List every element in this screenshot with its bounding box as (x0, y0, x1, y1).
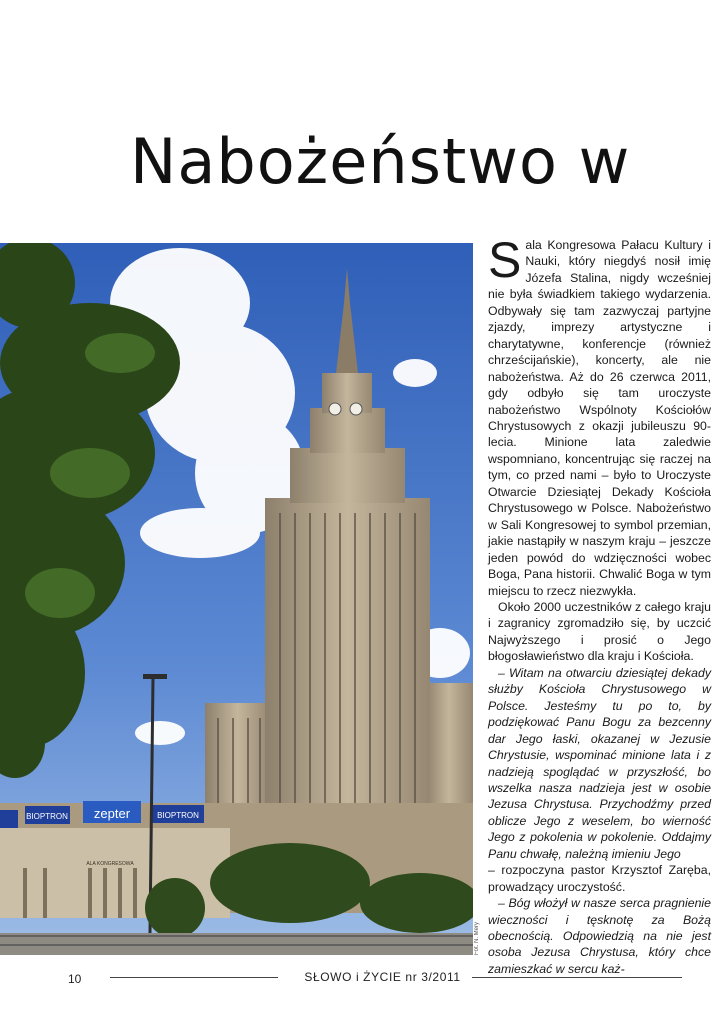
footer-rule-left (110, 977, 278, 978)
page-number: 10 (68, 972, 82, 986)
palace-of-culture-photo (0, 243, 473, 955)
paragraph-1 (488, 232, 711, 599)
paragraph-1-text: ala Kongresowa Pałacu Kultury i Nauki, który niegdyś nosił imię Józefa Stalina, nigdy wcześniej nie była świadkiem takiego wydarzenia. Odbywały się tam zazwyczaj partyjne zjazdy, imprezy artystyczne i charytatywne, konferencje (również chrześcijańskie), koncerty, ale nie nabożeństwa. Aż do 26 czerwca 2011, gdy odbyło się tam uroczyste nabożeństwo Wspólnoty Kościołów Chrystusowych z okazji jubileuszu 90-lecia. Minione lata zaledwie wspomniano, koncentrując się raczej na tym, co przed nami – było to Uroczyste Otwarcie Dziesiątej Dekady Kościoła Chrystusowego w Polsce. Nabożeństwo w Sali Kongresowej to symbol przemian, jakie nastąpiły w naszym kraju – jeszcze jeden powód do wdzięczności wobec Boga, Pana historii. Chwalić Boga w tym miejscu to rzecz niezwykła. (488, 238, 711, 598)
drop-cap: S (488, 232, 522, 288)
paragraph-5-quote: – Bóg włożył w nasze serca pragnienie wieczności i tęsknotę za Bożą obecnością. Odpowiedzią na nie jest osoba Jezusa Chrystusa, który chce zamieszkać w sercu każ- (488, 896, 711, 976)
article-column (488, 232, 711, 977)
sign-bioptron-right: BIOPTRON (157, 811, 199, 820)
paragraph-4: – rozpoczyna pastor Krzysztof Zaręba, prowadzący uroczystość. (488, 863, 711, 894)
magazine-name: SŁOWO i ŻYCIE nr 3/2011 (304, 970, 461, 984)
photo-illustration (0, 243, 473, 955)
paragraph-3-quote: – Witam na otwarciu dziesiątej dekady służby Kościoła Chrystusowego w Polsce. Jesteśmy tu po to, by podziękować Panu Bogu za bezcenny dar Jego łaski, okazanej w Jezusie Chrystusie, wspominać minione lata i z nadzieją spoglądać w przyszłość, bo wszelka nasza nadzieja jest w osobie Jezusa Chrystusa. Przychodźmy przed oblicze Jego z weselem, bo wierność Jego z pokolenia w pokolenie. Oddajmy Panu chwałę, należną imieniu Jego (488, 665, 711, 861)
sign-hall-name: ALA KONGRESOWA (86, 861, 134, 867)
footer-rule-right (472, 977, 682, 978)
photo-credit: Fot. N. Mery (474, 921, 480, 955)
article-title: Nabożeństwo w (130, 128, 631, 197)
sign-zepter: zepter (93, 806, 131, 821)
sign-bioptron-left: BIOPTRON (26, 812, 68, 821)
paragraph-2: Około 2000 uczestników z całego kraju i zagranicy zgromadziło się, by uczcić Najwyższego i prosić o Jego błogosławieństwo dla kraju i Kościoła. (488, 599, 711, 664)
